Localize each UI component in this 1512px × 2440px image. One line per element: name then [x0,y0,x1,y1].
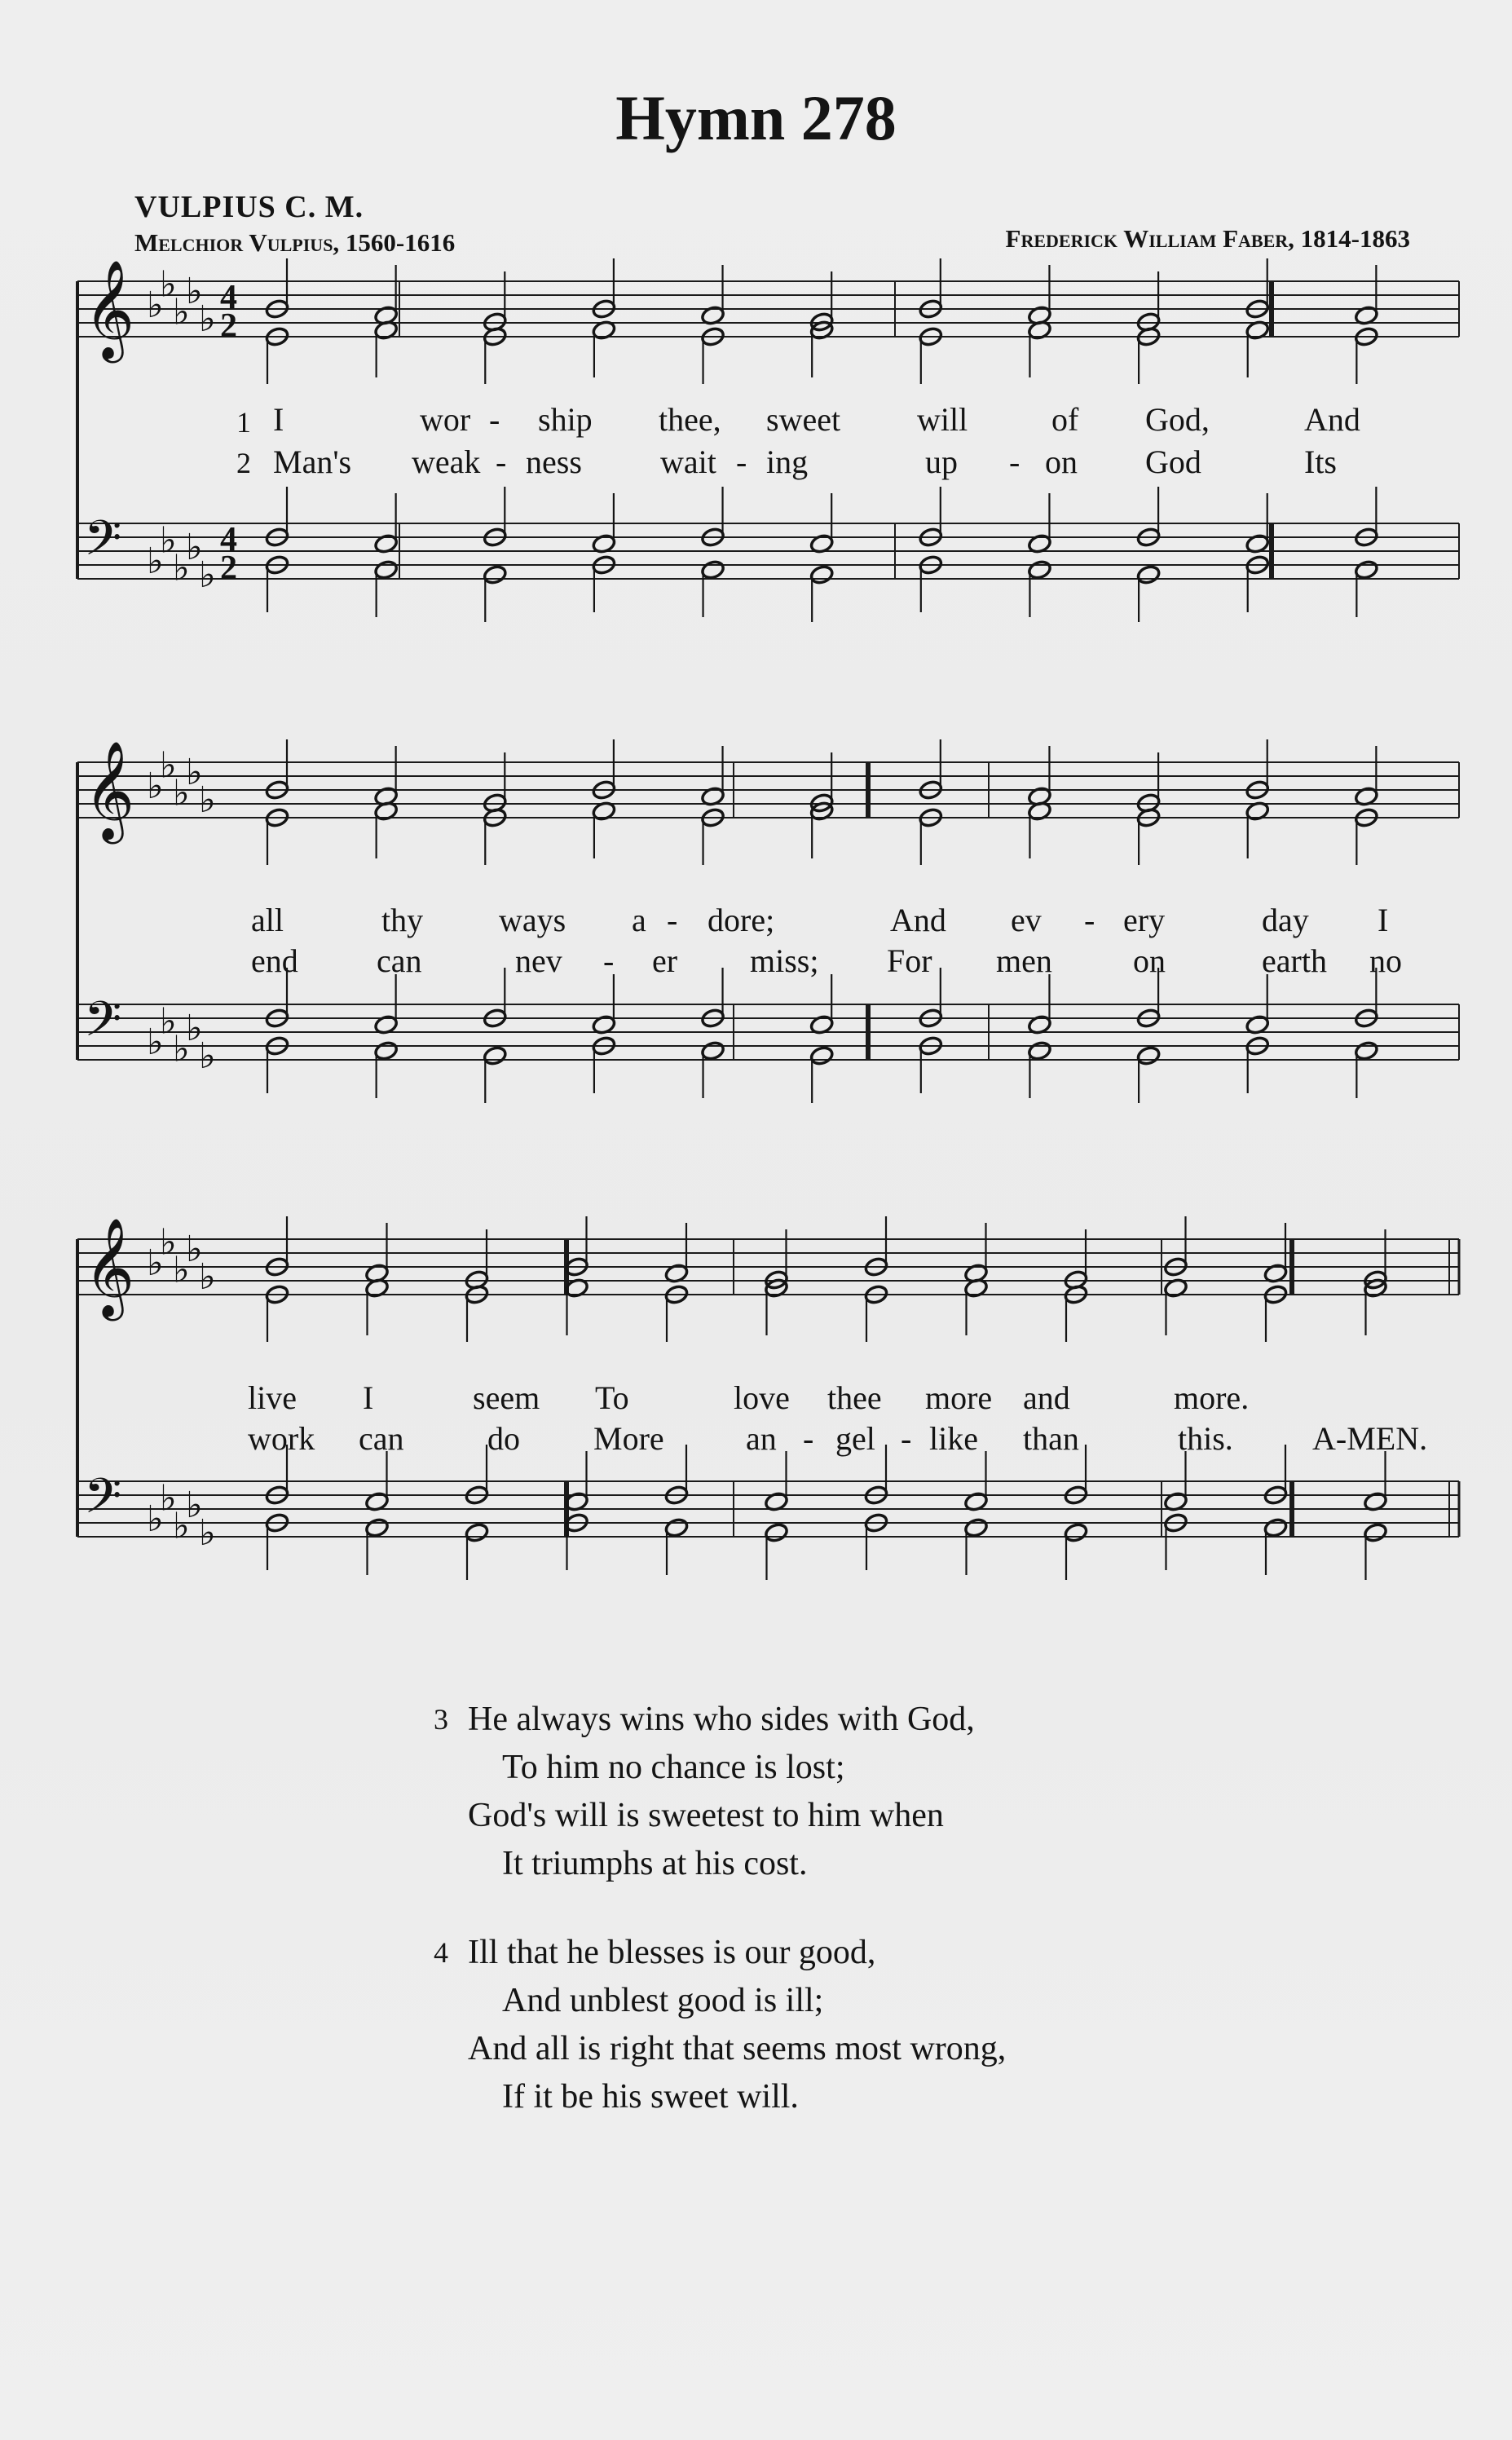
lyric-syllable: love [734,1379,790,1416]
lyric-syllable: More [593,1420,664,1457]
lyric-syllable: dore; [708,902,775,938]
flat-icon: ♭ [147,1242,164,1284]
lyric-syllable: wait [660,443,716,480]
lyric-syllable: an [746,1420,777,1457]
note-head [465,1522,490,1543]
lyric-syllable: To [595,1379,629,1416]
lyric-syllable: up [925,443,958,480]
flat-icon: ♭ [147,541,164,582]
flat-icon: ♭ [160,1477,177,1520]
verse-number: 3 [434,1703,448,1736]
verse-stanza [424,1696,1157,1888]
lyric-syllable: And [890,902,946,938]
lyric-hyphen: - [489,401,500,438]
note-head [483,1045,508,1066]
lyric-syllable: work [248,1420,315,1457]
flat-icon: ♭ [173,1505,190,1547]
flat-icon: ♭ [199,298,216,340]
note-head [1027,1040,1052,1061]
lyric-syllable: more [925,1379,993,1416]
time-signature-top: 4 [220,279,237,316]
note-head [373,1040,399,1061]
additional-verses [424,1696,1157,2162]
lyric-hyphen: - [803,1420,814,1457]
note-head [1363,1522,1388,1543]
lyric-syllable: can [377,942,422,979]
lyric-hyphen: - [1084,902,1095,938]
lyric-syllable: sweet [766,401,841,438]
lyric-hyphen: - [1009,443,1020,480]
verse-line: And unblest good is ill; [502,1982,824,2019]
lyric-syllable: ev [1011,902,1042,938]
flat-icon: ♭ [160,1221,177,1264]
lyric-syllable: er [652,942,678,979]
note-head [664,1517,690,1538]
lyric-hyphen: - [603,942,615,979]
flat-icon: ♭ [147,1498,164,1540]
flat-icon: ♭ [186,1485,203,1526]
lyric-syllable: all [251,902,284,938]
flat-icon: ♭ [186,1229,203,1270]
lyric-syllable: men [996,942,1052,979]
bass-clef-icon: 𝄢 [84,510,122,578]
note-head [373,559,399,580]
lyric-hyphen: - [496,443,507,480]
bass-clef-icon: 𝄢 [84,1467,122,1536]
note-head [1064,1522,1089,1543]
note-head [1354,1040,1379,1061]
lyric-syllable: seem [473,1379,540,1416]
lyric-syllable: wor [420,401,471,438]
lyric-syllable: Man's [273,443,352,480]
lyric-syllable: can [359,1420,404,1457]
note-head [1354,559,1379,580]
bass-clef-icon: 𝄢 [84,991,122,1059]
lyric-syllable: thy [381,902,424,938]
lyric-syllable: thee [827,1379,882,1416]
flat-icon: ♭ [199,554,216,596]
lyrics-system-1 [236,401,1360,480]
lyric-syllable: ness [526,443,582,480]
hymn-title: Hymn 278 [615,82,897,153]
lyric-syllable: than [1023,1420,1079,1457]
flat-icon: ♭ [173,291,190,333]
composer-credit: Melchior Vulpius, 1560-1616 [134,228,456,257]
verse-line: And all is right that seems most wrong, [468,2030,1007,2067]
lyric-syllable: ship [538,401,593,438]
flat-icon: ♭ [160,263,177,306]
flat-icon: ♭ [186,527,203,568]
lyric-syllable: ery [1123,902,1166,938]
verse-stanza [424,1929,1157,2121]
lyric-syllable: gel [835,1420,875,1457]
tune-name: VULPIUS C. M. [134,190,364,224]
flat-icon: ♭ [147,766,164,807]
flat-icon: ♭ [199,1256,216,1298]
lyric-syllable: For [887,942,932,979]
lyric-hyphen: - [736,443,747,480]
lyric-syllable: this. [1178,1420,1233,1457]
verse-line: He always wins who sides with God, [468,1701,975,1738]
time-signature-bottom: 2 [220,307,237,345]
flat-icon: ♭ [199,779,216,821]
flat-icon: ♭ [173,772,190,814]
lyric-syllable: on [1133,942,1166,979]
treble-clef-icon: 𝄞 [84,740,135,840]
verse-line: It triumphs at his cost. [502,1845,808,1882]
verse-number: 4 [434,1936,448,1969]
treble-clef-icon: 𝄞 [84,259,135,359]
lyric-syllable: weak [412,443,481,480]
lyric-syllable: no [1369,942,1402,979]
note-head [364,1517,390,1538]
flat-icon: ♭ [199,1035,216,1077]
time-signature-top: 4 [220,521,237,558]
lyric-syllable: ways [499,902,566,938]
lyrics-system-3 [248,1379,1427,1457]
lyric-syllable: God, [1145,401,1210,438]
note-head [809,1045,835,1066]
lyric-syllable: on [1045,443,1078,480]
lyric-syllable: I [1378,902,1389,938]
flat-icon: ♭ [147,1021,164,1063]
flat-icon: ♭ [147,285,164,326]
lyric-syllable: ing [766,443,809,480]
note-head [1027,559,1052,580]
flat-icon: ♭ [186,752,203,793]
lyric-syllable: will [917,401,968,438]
flat-icon: ♭ [186,271,203,312]
lyric-syllable: And [1304,401,1360,438]
time-signature-bottom: 2 [220,549,237,587]
lyric-syllable: Its [1304,443,1337,480]
lyric-syllable: of [1051,401,1079,438]
verse-line: Ill that he blesses is our good, [468,1934,876,1971]
lyric-syllable: end [251,942,298,979]
note-head [963,1517,989,1538]
lyric-syllable: miss; [750,942,819,979]
note-head [700,1040,725,1061]
lyric-syllable: God [1145,443,1201,480]
lyric-syllable: I [363,1379,374,1416]
flat-icon: ♭ [173,1249,190,1291]
note-head [483,564,508,585]
lyric-syllable: nev [515,942,562,979]
lyric-syllable: more. [1174,1379,1250,1416]
lyric-syllable: do [487,1420,520,1457]
author-credit: Frederick William Faber, 1814-1863 [1005,224,1410,253]
note-head [700,559,725,580]
amen-text: A-MEN. [1312,1420,1428,1457]
verse-number: 1 [236,406,251,439]
lyric-syllable: like [929,1420,978,1457]
lyrics-system-2 [251,902,1402,979]
flat-icon: ♭ [160,519,177,562]
lyric-syllable: and [1023,1379,1070,1416]
flat-icon: ♭ [186,1008,203,1049]
verse-line: If it be his sweet will. [502,2078,799,2116]
lyric-syllable: thee, [659,401,721,438]
lyric-syllable: a [632,902,646,938]
flat-icon: ♭ [160,744,177,787]
lyric-hyphen: - [667,902,678,938]
verse-number: 2 [236,447,251,479]
flat-icon: ♭ [173,1028,190,1070]
note-head [809,564,835,585]
note-head [1136,1045,1162,1066]
flat-icon: ♭ [160,1000,177,1043]
lyric-syllable: live [248,1379,297,1416]
flat-icon: ♭ [199,1512,216,1554]
lyric-syllable: I [273,401,284,438]
lyric-syllable: day [1262,902,1309,938]
treble-clef-icon: 𝄞 [84,1217,135,1317]
verse-line: To him no chance is lost; [502,1749,845,1786]
note-head [764,1522,789,1543]
verse-line: God's will is sweetest to him when [468,1797,944,1834]
note-head [1136,564,1162,585]
flat-icon: ♭ [173,547,190,589]
lyric-syllable: earth [1262,942,1327,979]
note-head [1263,1517,1289,1538]
lyric-hyphen: - [901,1420,912,1457]
